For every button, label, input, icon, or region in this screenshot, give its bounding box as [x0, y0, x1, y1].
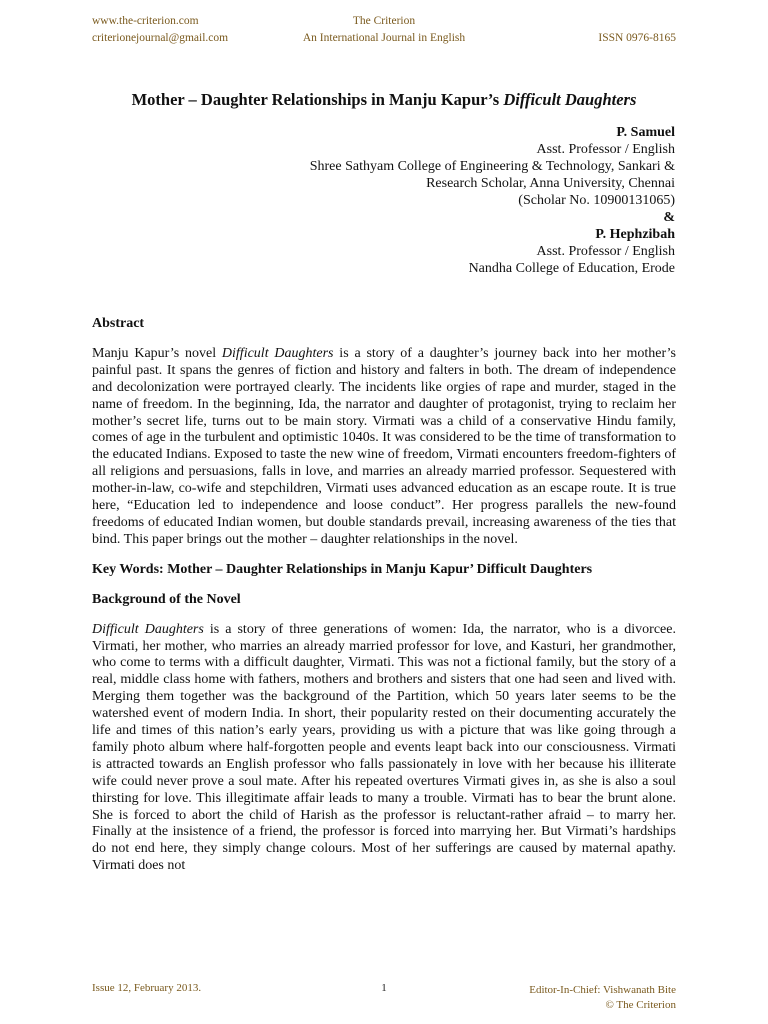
- title-italic: Difficult Daughters: [503, 90, 637, 109]
- title-main: Mother – Daughter Relationships in Manju Kapur’s: [131, 90, 504, 109]
- author-1-name: P. Samuel: [616, 125, 675, 140]
- author-1-role: Asst. Professor / English: [536, 142, 675, 157]
- background-heading: Background of the Novel: [92, 591, 241, 607]
- paper-title: [0, 90, 768, 110]
- author-2-role: Asst. Professor / English: [536, 244, 675, 259]
- journal-name: The Criterion: [352, 15, 416, 27]
- abstract-italic: Difficult Daughters: [221, 345, 334, 361]
- footer-issue: Issue 12, February 2013.: [92, 982, 202, 994]
- author-1-affiliation-2: Research Scholar, Anna University, Chennai: [426, 176, 675, 191]
- footer-right: [529, 983, 676, 1013]
- background-text: is a story of three generations of women: Ida, the narrator, who is a divorcee. Virmati, her mother, who marries an already married professor for love, and Kasturi, her grandmother, who come to terms with a difficult daughter, Virmati. This was not a fictional family, but the story of a real, middle class home with fathers, mothers and brothers and sisters that one had seen and lived with. Merging them together was the background of the Partition, which 50 years later seems to be the watershed event of modern India. In short, their popularity rested on their documenting accurately the life and times of this nation’s early years, providing us with a picture that was like going through a family photo album where half-forgotten people and events leapt back into our consciousness. Virmati is attracted towards an English professor who falls passionately in love with her because his illiterate wife could never prove a soul mate. After his repeated overtures Virmati gives in, as she is also a soul thirsting for love. This illegitimate affair leads to many a trouble. Virmati has to bear the brunt alone. She is forced to abort the child of Harish as the professor is reluctant-rather afraid – to marry her. Finally at the insistence of a friend, the professor is forced into marrying her. But Virmati’s hardships do not end here, they simply change colours. Most of her sufferings are caused by maternal apathy. Virmati does not: [92, 621, 676, 874]
- email-link[interactable]: criterionejournal@gmail.com: [92, 32, 229, 44]
- background-italic: Difficult Daughters: [92, 621, 204, 637]
- page-number: 1: [381, 982, 387, 994]
- footer-copyright: © The Criterion: [605, 999, 676, 1011]
- footer-editor: Editor-In-Chief: Vishwanath Bite: [529, 984, 676, 996]
- journal-subtitle: An International Journal in English: [302, 32, 466, 44]
- issn: ISSN 0976-8165: [598, 32, 676, 44]
- author-1-scholar-no: (Scholar No. 10900131065): [518, 193, 675, 208]
- website-link[interactable]: www.the-criterion.com: [92, 15, 199, 27]
- header-right: [598, 30, 676, 47]
- author-2-name: P. Hephzibah: [595, 227, 675, 242]
- author-block: [310, 124, 675, 277]
- author-2-affiliation: Nandha College of Education, Erode: [468, 261, 675, 276]
- author-ampersand: &: [663, 210, 675, 225]
- paper-body: [92, 316, 676, 888]
- abstract-heading: Abstract: [92, 316, 145, 331]
- abstract-text: is a story of a daughter’s journey back into her mother’s painful past. It spans the genres of fiction and history and falters in both. The dream of independence and decolonization were portrayed clearly. The incidents like orgies of rape and murder, staged in the name of freedom. In the beginning, Ida, the narrator and daughter of protagonist, trying to reclaim her mother’s secret life, turns out to be main story. Virmati was a child of a conservative Hindu family, comes of age in the turbulent and optimistic 1040s. It was considered to be the time of transformation to the educated Indians. Exposed to taste the new wine of freedom, Virmati encounters freedom-fighters of all religions and persuasions, falls in love, and marries an already married professor. Sequestered with mother-in-law, co-wife and stepchildren, Virmati uses advanced education as an escape route. It is true here, “Education led to independence and loose conduct”. Her progress parallels the new-found freedoms of educated Indian women, but double standards prevail, increasing awareness of the ties that bind. This paper brings out the mother – daughter relationships in the novel.: [92, 345, 676, 547]
- abstract-paragraph: [92, 346, 676, 549]
- keywords: Key Words: Mother – Daughter Relationships in Manju Kapur’ Difficult Daughters: [92, 561, 593, 577]
- background-paragraph: [92, 622, 676, 876]
- abstract-pre: Manju Kapur’s novel: [92, 345, 222, 361]
- author-1-affiliation: Shree Sathyam College of Engineering & Technology, Sankari &: [309, 159, 675, 174]
